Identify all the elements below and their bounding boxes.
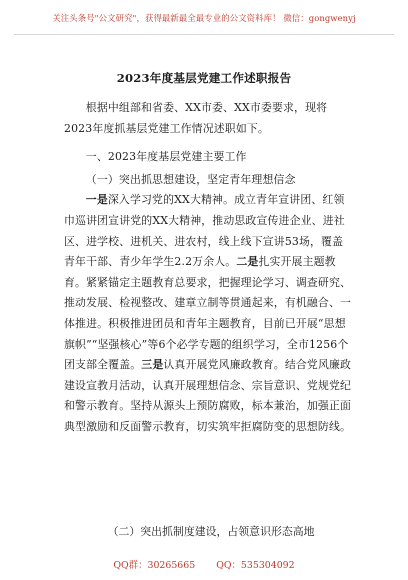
paragraph-text: 深入学习党的XX大精神。成立青年宣讲团、红领巾巡讲团宣讲党的XX大精神，推动思政宣传进企业、进社区、进学校、进机关、进农村，线上线下宣讲53场，覆盖青年干部、青少年学生2.2万余人。 xyxy=(64,193,345,269)
document-title: 2023年度基层党建工作述职报告 xyxy=(116,71,292,85)
footer-qq: QQ：535304092 xyxy=(216,560,295,571)
paragraph-lead: 三是 xyxy=(141,358,164,372)
subsection-heading xyxy=(64,522,354,542)
paragraph-text: 扎实开展主题教育。紧紧锚定主题教育总要求，把握理论学习、调查研究、推动发展、检视整改、建章立制等贯通起来，有机融合、一体推进。积极推进团员和青年主题教育，目前已开展“思想旗帜”“坚强核心”等6个必学专题的组织学习，全市1256个团支部全覆盖。 xyxy=(64,255,352,372)
document-body xyxy=(64,98,354,438)
subsection-heading-text: （二）突出抓制度建设，占领意识形态高地 xyxy=(107,525,315,538)
body-paragraph xyxy=(64,190,354,437)
paragraph-lead: 二是 xyxy=(236,255,259,269)
header-divider xyxy=(14,34,394,35)
section-heading: 一、2023年度基层党建主要工作 xyxy=(85,150,247,164)
intro-paragraph: 根据中组部和省委、XX市委、XX市委要求，现将2023年度抓基层党建工作情况述职如下。 xyxy=(64,101,328,135)
header-watermark: 关注头条号"公文研究"，获得最新最全最专业的公文资料库！ 微信：gongwenyj xyxy=(52,13,356,23)
paragraph-text: 认真开展党风廉政教育。结合党风廉政建设宣教月活动，认真开展理想信念、宗旨意识、党规党纪和警示教育。坚持从源头上预防腐败，标本兼治，加强正面典型激励和反面警示教育，切实筑牢拒腐防变的思想防线。 xyxy=(64,358,352,433)
paragraph-lead: 一是 xyxy=(85,193,108,207)
subsection-heading: （一）突出抓思想建设，坚定青年理想信念 xyxy=(85,172,296,186)
footer-qq-group: QQ群：30265665 xyxy=(113,560,196,571)
footer-contacts xyxy=(0,557,408,571)
